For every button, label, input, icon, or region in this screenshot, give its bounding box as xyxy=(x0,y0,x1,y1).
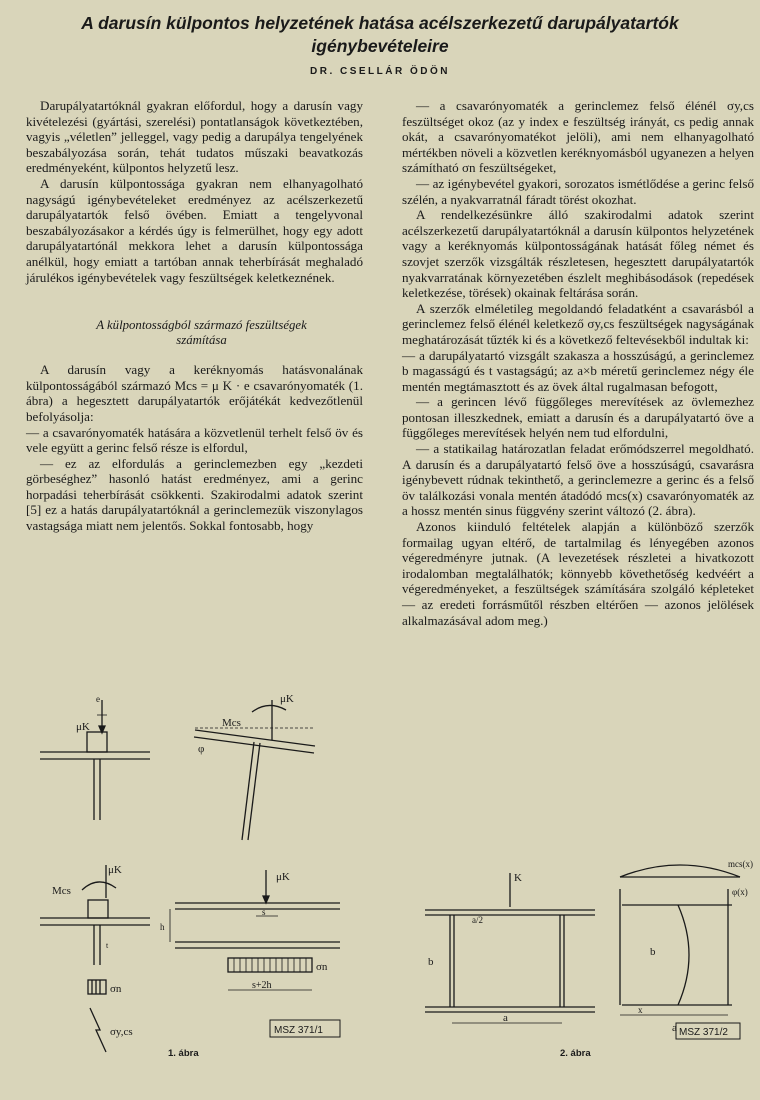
paragraph: — ez az elfordulás a gerinclemezben egy „kezdeti görbeséghez” hasonló hatást eredményez, ami a gerinc horpadási teherbírását csökkenti. Szakirodalmi adatok szerint [5] ez a hatás darupályatartóknál a gerinclemezük viszonylagos vastagsága miatt nem jelentős. Sokkal fontosabb, hogy xyxy=(26,455,363,534)
phi-label: φ xyxy=(198,743,205,755)
rotated-web-right xyxy=(248,743,260,840)
x-label: x xyxy=(638,1005,643,1015)
mcs-label-2: Mcs xyxy=(52,885,71,897)
a-label-right: a xyxy=(672,1022,677,1034)
left-column xyxy=(26,98,363,534)
moment-curve xyxy=(620,865,740,877)
moment-arc xyxy=(252,705,286,712)
s-label: s xyxy=(262,907,266,917)
k-label: K xyxy=(514,872,522,884)
sigma-n-label: σn xyxy=(110,983,122,995)
mcsx-label: mcs(x) xyxy=(728,859,753,869)
mcs-label: Mcs xyxy=(222,717,241,729)
stress-block xyxy=(88,980,106,994)
paragraph: — az igénybevétel gyakori, sorozatos ismétlődése a gerinc felső szélén, a nyakvarratnál fáradt törést okozhat. xyxy=(402,175,754,207)
paragraph: A szerzők elméletileg megoldandó feladatként a csavarásból a gerinclemez felső élénél keletkező σy,cs feszültségek nagyságának meghatározását tűzték ki és a következő feltevésekből indultak ki: xyxy=(402,300,754,347)
h-label: h xyxy=(160,922,165,932)
sigma-n-label-2: σn xyxy=(316,961,328,973)
paragraph: Darupályatartóknál gyakran előfordul, hogy a darusín vagy kivételezési (gyártási, szerelési) pontatlanságok következtében, vagyis „véletlen” jelleggel, vagy pedig a darupálya tengelyének beszabályozása során, tehát tudatos műszaki beavatkozás eredményeként, külpontos helyzetű lesz. xyxy=(26,98,363,176)
paragraph: Azonos kiinduló feltételek alapján a különböző szerzők formailag ugyan eltérő, de tartalmilag és lényegében azonos végeredményre jutnak. (A levezetések részletei a hivatkozott irodalomban megtalálhatók; könnyebb követhetőség kedvéért a végeredményeket, a feszültségek számítására szolgáló képleteket — az eredeti forrásműtől részben eltérően — azonos jelölések alkalmazásával adom meg.) xyxy=(402,519,754,628)
figure-2-caption: 2. ábra xyxy=(560,1048,591,1059)
muk-label-2: μK xyxy=(280,693,294,705)
b-label-2: b xyxy=(650,946,656,958)
sigma-ycs-label: σy,cs xyxy=(110,1026,133,1038)
section-heading-line-1: A külpontosságból származó feszültségek xyxy=(96,318,307,333)
section-heading xyxy=(26,318,363,348)
right-column xyxy=(402,98,754,628)
rotated-flange-top xyxy=(195,730,315,746)
article-title xyxy=(20,12,740,58)
a-label-left: a xyxy=(503,1012,508,1024)
muk-label: μK xyxy=(76,721,90,733)
phix-label: φ(x) xyxy=(732,887,748,897)
author: DR. CSELLÁR ÖDÖN xyxy=(310,66,450,77)
paragraph: — a gerincen lévő függőleges merevítések az övlemezhez pontosan illeszkednek, emiatt a darusín és a darupályatartó öve a függőleges merevítések helyén nem tud elfordulni, xyxy=(402,394,754,441)
rail xyxy=(87,732,107,752)
figure-1 xyxy=(30,690,350,1070)
paragraph: — a statikailag határozatlan feladat erőmódszerrel megoldható. A darusín és a darupályatartó felső öve a hosszúságú, csavarásra igénybevett rúdnak tekinthető, a gerinclemezre a gerinc és a felső öv találkozási vonala mentén átadódó mcs(x) csavarónyomaték az a hossz mentén sinus függvény szerint változó (2. ábra). xyxy=(402,441,754,519)
standard-label: MSZ 371/1 xyxy=(274,1025,323,1036)
stress-diagram xyxy=(90,1008,106,1052)
figure-1-caption: 1. ábra xyxy=(168,1048,199,1059)
rotated-web-left xyxy=(242,742,254,840)
title-line-1: A darusín külpontos helyzetének hatása acélszerkezetű darupályatartók xyxy=(81,13,679,33)
paragraph: — a darupályatartó vizsgált szakasza a hosszúságú, a gerinclemez b magasságú és t vastagságú; az a×b méretű gerinclemez négy éle mentén megtámasztott és az övek által rugalmasan befogott, xyxy=(402,347,754,394)
section-heading-line-2: számítása xyxy=(176,333,227,348)
paragraph: — a csavarónyomaték hatására a közvetlenül terhelt felső öv és vele együtt a gerinc felső része is elfordul, xyxy=(26,424,363,456)
muk-label-4: μK xyxy=(276,871,290,883)
rail-2 xyxy=(88,900,108,918)
paragraph: — a csavarónyomaték a gerinclemez felső élénél σy,cs feszültséget okoz (az y index e feszültség irányát, cs pedig annak okát, a csavarónyomatékot jelöli), ami nem elhanyagolható mértékben növeli a közvetlen keréknyomásból ugyanezen a helyen számítható σn feszültségeket, xyxy=(402,98,754,176)
standard-label-2: MSZ 371/2 xyxy=(679,1027,728,1038)
figure-2 xyxy=(410,855,755,1045)
moment-arc-2 xyxy=(82,882,116,890)
a-half-label: a/2 xyxy=(472,915,483,925)
t-label: t xyxy=(106,941,109,950)
s2h-label: s+2h xyxy=(252,980,272,991)
title-line-2: igénybevételeire xyxy=(311,36,449,56)
paragraph: A darusín vagy a keréknyomás hatásvonalának külpontosságából származó Mcs = μ K · e csavarónyomaték (1. ábra) a hegesztett darupályatartók erőjátékát kedvezőtlenül befolyásolja: xyxy=(26,362,363,424)
rotation-curve xyxy=(678,905,689,1005)
muk-label-3: μK xyxy=(108,864,122,876)
paragraph: A rendelkezésünkre álló szakirodalmi adatok szerint acélszerkezetű darupályatartóknál a darusín külpontos helyzetének vagy a keréknyomás külpontosságának hatását főleg német és szovjet szerzők vizsgálták részletesen, hegesztett darupályatartók nyakvarratának környezetében észlelt meghibásodások (repedések keletkezése, törések) okainak feltárása során. xyxy=(402,207,754,301)
b-label: b xyxy=(428,956,434,968)
e-label: e xyxy=(96,694,100,704)
paragraph: A darusín külpontossága gyakran nem elhanyagolható nagyságú igénybevételeket eredményez az acélszerkezetű darupályatartók felső övében. Emiatt a tengelyvonal beszabályozásakor a kérdés úgy is felmerülhet, hogy egy adott darupályatartónál mekkora lehet a darusín külpontossága anélkül, hogy emiatt a tartóban annak teherbírását meghaladó járulékos igénybevételek vagy feszültségek keletkeznének. xyxy=(26,175,363,285)
